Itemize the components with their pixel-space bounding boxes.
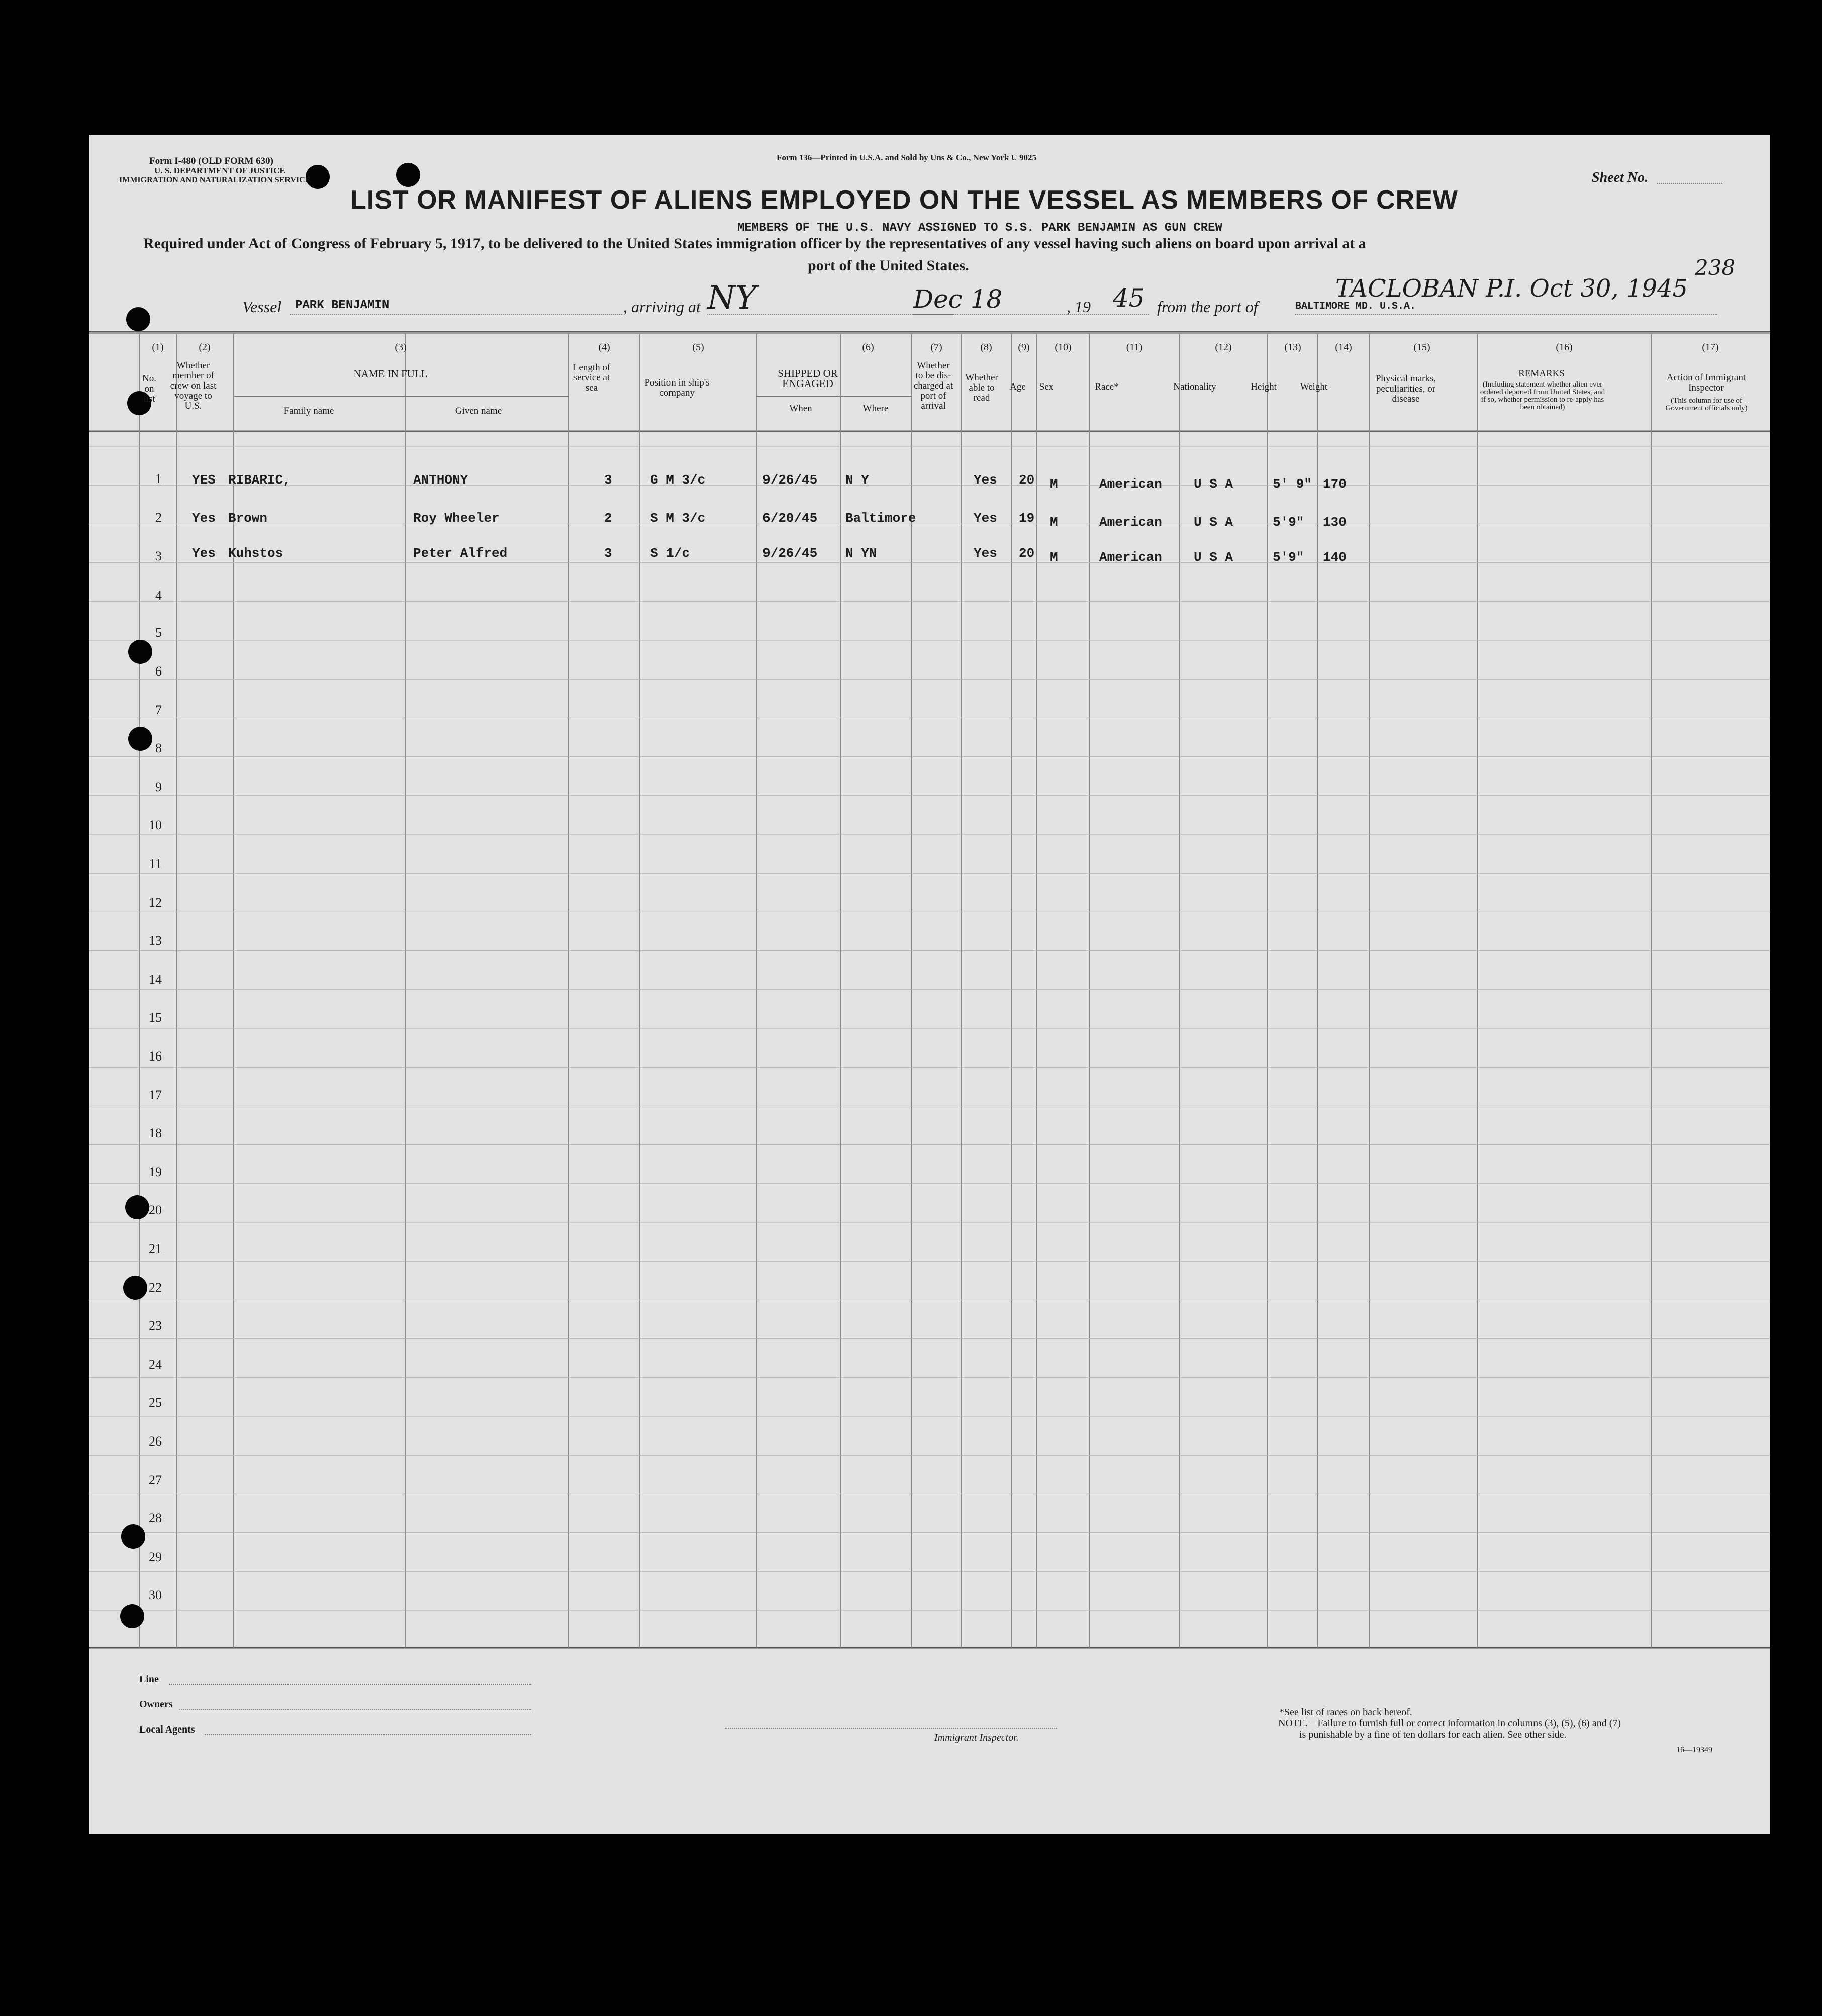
height-cell: 5' 9" [1273,476,1312,492]
page-title: LIST OR MANIFEST OF ALIENS EMPLOYED ON THE VESSEL AS MEMBERS OF CREW [350,185,1458,215]
row-number: 9 [155,779,162,794]
column-number: (12) [1215,342,1232,353]
column-number: (7) [930,342,942,353]
service-length-cell: 3 [604,472,612,488]
service-length-cell: 3 [604,546,612,561]
column-number: (1) [152,342,164,353]
column-number: (11) [1126,342,1143,353]
typed-crew-note: MEMBERS OF THE U.S. NAVY ASSIGNED TO S.S. PARK BENJAMIN AS GUN CREW [737,221,1222,235]
row-number: 13 [149,933,162,948]
column-number: (10) [1054,342,1072,353]
column-number: (14) [1335,342,1352,353]
given-name-cell: ANTHONY [413,472,468,488]
column-number: (4) [598,342,610,353]
shipped-where-cell: Baltimore [845,511,916,526]
weight-cell: 130 [1323,515,1347,530]
requirement-text-2: port of the United States. [808,257,969,274]
family-name-cell: Kuhstos [228,546,283,561]
year-suffix: 45 [1113,283,1145,313]
column-number: (6) [862,342,874,353]
vessel-blank [290,314,622,315]
row-number: 25 [149,1395,162,1410]
col-5-heading: Position in ship's company [644,377,710,398]
able-to-read-cell: Yes [974,472,997,488]
able-to-read-cell: Yes [974,546,997,561]
sex-cell: M [1050,515,1058,530]
col-9-heading: Age [1010,381,1026,392]
nationality-cell: U S A [1194,476,1233,492]
shipped-when-cell: 9/26/45 [762,546,818,561]
line-blank [169,1684,531,1685]
race-cell: American [1099,515,1162,530]
row-number: 28 [149,1511,162,1526]
row-number: 3 [155,549,162,564]
col-16-note: (Including statement whether alien ever ordered deported from United States, and if so, whether permission to re-apply has been obtained) [1480,380,1605,411]
col-12-heading: Nationality [1173,381,1216,392]
date-blank [913,314,1149,315]
col-3a-heading: Family name [283,406,334,416]
col-3b-heading: Given name [455,406,502,416]
row-number: 2 [155,510,162,525]
punch-hole [121,1524,145,1549]
printer-line: Form 136—Printed in U.S.A. and Sold by Uns & Co., New York U 9025 [777,153,1036,162]
weight-cell: 140 [1323,550,1347,565]
local-agents-blank [205,1734,531,1735]
col-6b-heading: Where [862,403,889,414]
owners-blank [179,1709,531,1710]
year-prefix: , 19 [1067,298,1091,316]
page-number: 238 [1695,255,1736,280]
nationality-cell: U S A [1194,515,1233,530]
weight-cell: 170 [1323,476,1347,492]
col-15-heading: Physical marks, peculiarities, or disease [1375,373,1436,404]
sheet-blank [1657,183,1722,184]
family-name-cell: RIBARIC, [228,472,291,488]
row-number: 23 [149,1318,162,1333]
row-number: 11 [149,856,162,871]
last-voyage-cell: Yes [192,511,216,526]
row-number: 14 [149,972,162,987]
vessel-name: PARK BENJAMIN [295,299,390,312]
col-17-heading: Action of Immigrant Inspector [1666,372,1746,393]
row-number: 18 [149,1126,162,1141]
last-voyage-cell: Yes [192,546,216,561]
column-number: (3) [395,342,407,353]
column-number: (17) [1702,342,1719,353]
row-number: 8 [155,741,162,756]
races-note: *See list of races on back hereof. [1279,1707,1412,1718]
col-6-heading: SHIPPED OR ENGAGED [778,367,838,390]
row-number: 4 [155,588,162,603]
shipped-when-cell: 9/26/45 [762,472,818,488]
from-port-typed: BALTIMORE MD. U.S.A. [1295,301,1416,312]
local-agents-label: Local Agents [139,1724,195,1735]
punch-hole [128,640,152,664]
from-port-label: from the port of [1157,298,1258,316]
form-code: 16—19349 [1676,1746,1712,1754]
vessel-label: Vessel [242,298,282,316]
col-8-heading: Whether able to read [965,372,998,403]
col-11-heading: Race* [1095,381,1119,392]
nationality-cell: U S A [1194,550,1233,565]
service-length-cell: 2 [604,511,612,526]
manifest-sheet [89,135,1770,1834]
family-name-cell: Brown [228,511,268,526]
inspector-signature-line [725,1728,1057,1729]
column-number: (13) [1284,342,1301,353]
arrival-port: NY [707,279,757,317]
from-port-blank [1295,314,1717,315]
row-number: 7 [155,702,162,717]
row-number: 17 [149,1087,162,1102]
penalty-note: NOTE.—Failure to furnish full or correct information in columns (3), (5), (6) and (7) [1278,1718,1621,1729]
sex-cell: M [1050,476,1058,492]
position-cell: S 1/c [650,546,690,561]
from-port-handwritten: TACLOBAN P.I. Oct 30, 1945 [1335,274,1688,303]
row-number: 20 [149,1203,162,1218]
shipped-when-cell: 6/20/45 [762,511,818,526]
column-number: (15) [1413,342,1430,353]
row-number: 15 [149,1010,162,1025]
arrival-date: Dec 18 [913,284,1003,314]
col-4-heading: Length of service at sea [572,362,611,393]
shipped-where-cell: N YN [845,546,877,561]
col-1-heading: No. on list [142,373,156,404]
race-cell: American [1099,476,1162,492]
position-cell: G M 3/c [650,472,706,488]
age-cell: 19 [1019,511,1035,526]
height-cell: 5'9" [1273,515,1304,530]
row-number: 24 [149,1357,162,1372]
given-name-cell: Peter Alfred [413,546,508,561]
col-2-heading: Whether member of crew on last voyage to U.S. [170,360,217,411]
age-cell: 20 [1019,546,1035,561]
requirement-text: Required under Act of Congress of February 5, 1917, to be delivered to the United States immigration officer by the representatives of any vessel having such aliens on board upon arrival at a [143,235,1366,252]
row-number: 22 [149,1280,162,1295]
row-number: 16 [149,1049,162,1064]
row-number: 27 [149,1472,162,1487]
last-voyage-cell: YES [192,472,216,488]
penalty-note-2: is punishable by a fine of ten dollars for each alien. See other side. [1299,1729,1567,1740]
row-number: 10 [149,818,162,833]
column-number: (5) [692,342,704,353]
arriving-label: , arriving at [623,298,701,316]
age-cell: 20 [1019,472,1035,488]
row-number: 6 [155,664,162,679]
column-number: (16) [1556,342,1573,353]
col-3-heading: NAME IN FULL [353,368,428,380]
row-number: 5 [155,625,162,640]
punch-hole [120,1604,144,1628]
col-16-heading: REMARKS [1518,368,1565,379]
punch-hole [126,307,150,331]
row-number: 30 [149,1588,162,1603]
sheet-label: Sheet No. [1592,170,1648,185]
row-number: 12 [149,895,162,910]
col-7-heading: Whether to be dis-charged at port of arrival [913,360,953,411]
sex-cell: M [1050,550,1058,565]
column-number: (9) [1018,342,1030,353]
col-13-heading: Height [1251,381,1277,392]
able-to-read-cell: Yes [974,511,997,526]
department-name: U. S. DEPARTMENT OF JUSTICE [154,166,285,175]
owners-label: Owners [139,1699,173,1710]
row-number: 1 [155,471,162,486]
col-10-heading: Sex [1039,381,1054,392]
row-number: 29 [149,1549,162,1564]
line-label: Line [139,1674,159,1685]
shipped-where-cell: N Y [845,472,869,488]
row-number: 19 [149,1164,162,1179]
col-17-note: (This column for use of Government officials only) [1665,397,1748,412]
height-cell: 5'9" [1273,550,1304,565]
given-name-cell: Roy Wheeler [413,511,500,526]
column-number: (8) [980,342,992,353]
row-number: 26 [149,1434,162,1449]
col-6a-heading: When [789,403,812,414]
race-cell: American [1099,550,1162,565]
row-number: 21 [149,1241,162,1256]
punch-hole [396,163,420,187]
column-number: (2) [199,342,211,353]
inspector-label: Immigrant Inspector. [934,1732,1019,1743]
form-number: Form I-480 (OLD FORM 630) [149,156,273,166]
col-14-heading: Weight [1300,381,1328,392]
position-cell: S M 3/c [650,511,706,526]
service-name: IMMIGRATION AND NATURALIZATION SERVICE [119,176,311,184]
